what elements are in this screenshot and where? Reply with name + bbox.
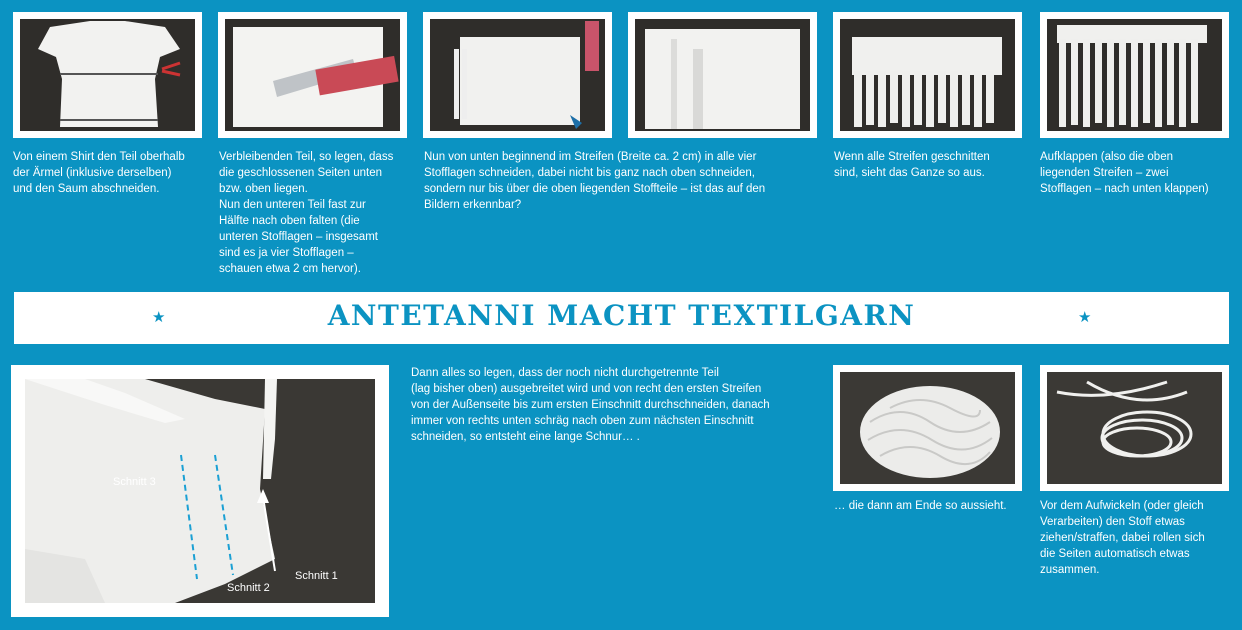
photo-closeup [628,12,817,138]
label-cut-2: Schnitt 2 [227,582,270,594]
page-title: ANTETANNI MACHT TEXTILGARN [327,299,916,332]
photo-yarn-pile [833,365,1022,491]
photo-all-strips [833,12,1022,138]
photo-folded-fabric [218,12,407,138]
final-caption: Vor dem Aufwickeln (oder gleich Verarbeiten) den Stoff etwas ziehen/straffen, dabei rollen sich die Seiten automatisch etwas zusammen. [1040,500,1205,576]
photo-yarn-coil [1040,365,1229,491]
star-left-icon: ★ [152,309,166,326]
step-1-caption: Von einem Shirt den Teil oberhalb der Ärmel (inklusive derselben) und den Saum abschneiden. [13,151,185,195]
photo-cutting-diagram [11,365,389,617]
result-caption: … die dann am Ende so aussieht. [834,500,1007,512]
step-3-caption: Nun von unten beginnend im Streifen (Breite ca. 2 cm) in alle vier Stofflagen schneiden, dabei nicht bis ganz nach oben schneiden, sondern nur bis über die oben liegenden Stoffteile – ist das auf den Bildern erkennbar? [424,151,766,211]
instructions-text: Dann alles so legen, dass der noch nicht durchgetrennte Teil (lag bisher oben) ausgebreitet wird und von recht den ersten Streifen von der Außenseite bis zum ersten Einschnitt durchschneiden, danach immer von rechts unten schräg nach oben zum nächsten Einschnitt schneiden, so entsteht eine lange Schnur… . [411,367,770,443]
title-banner [14,292,1229,344]
step-2-caption: Verbleibenden Teil, so legen, dass die geschlossenen Seiten unten bzw. oben liegen. Nun den unteren Teil fast zur Hälfte nach oben falten (die unteren Stofflagen – insgesamt sind es ja vier Stofflagen – schauen etwa 2 cm hervor). [219,151,394,275]
step-4-caption: Wenn alle Streifen geschnitten sind, sieht das Ganze so aus. [834,151,990,179]
star-right-icon: ★ [1078,309,1092,326]
step-5-caption: Aufklappen (also die oben liegenden Streifen – zwei Stofflagen – nach unten klappen) [1040,151,1209,195]
photo-unfolded [1040,12,1229,138]
label-cut-3: Schnitt 3 [113,476,156,488]
photo-strips-cut [423,12,612,138]
photo-shirt [13,12,202,138]
label-cut-1: Schnitt 1 [295,570,338,582]
